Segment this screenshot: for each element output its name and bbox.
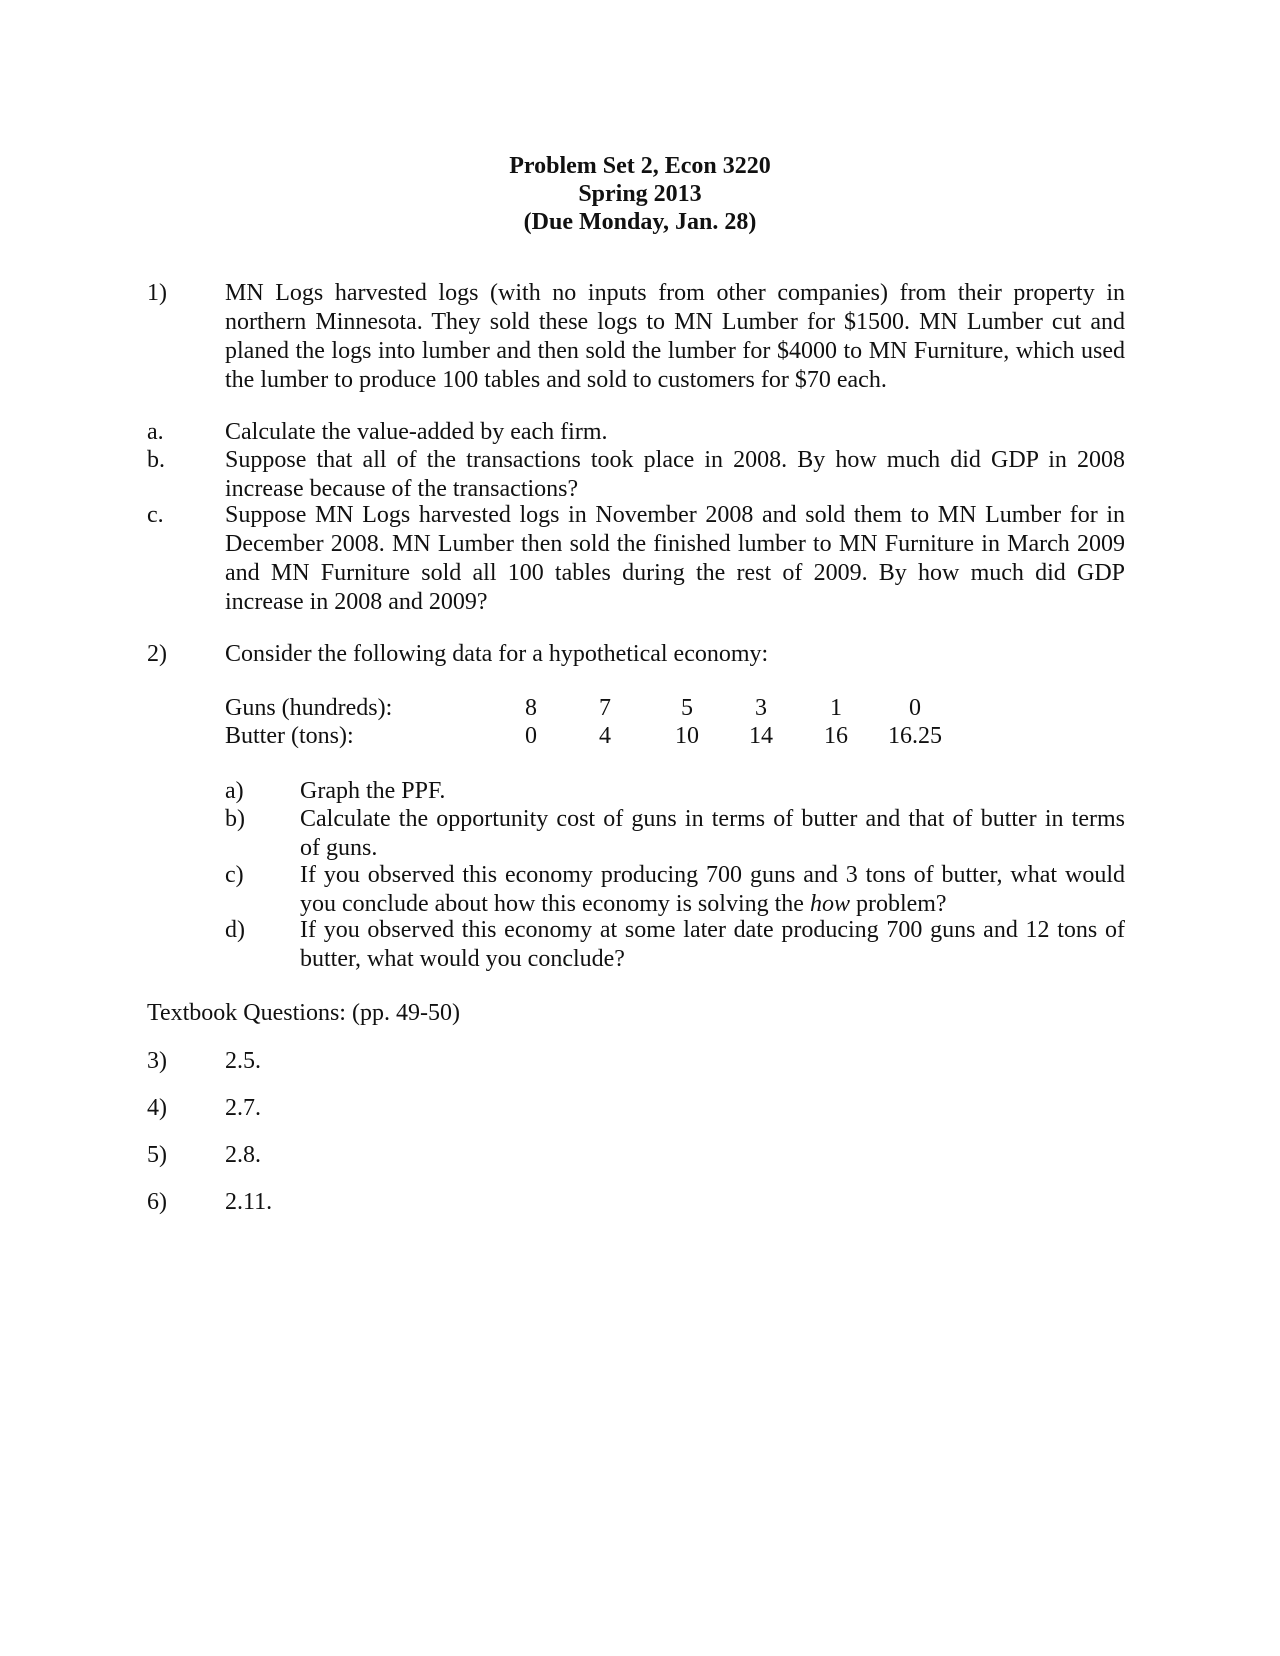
question-1-line: northern Minnesota. They sold these logs to MN Lumber for $1500. MN Lumber cut and xyxy=(225,309,1125,335)
title-line-1: Problem Set 2, Econ 3220 xyxy=(509,153,771,179)
textbook-item-number: 4) xyxy=(147,1095,167,1121)
butter-cell: 14 xyxy=(749,723,773,749)
question-1-line: MN Logs harvested logs (with no inputs from other companies) from their property in xyxy=(225,280,1125,306)
question-1b-label: b. xyxy=(147,447,165,473)
question-2d-label: d) xyxy=(225,917,245,943)
butter-cell: 4 xyxy=(599,723,611,749)
question-2d-line: butter, what would you conclude? xyxy=(300,946,625,972)
question-2c-line2-pre: you conclude about how this economy is solving the xyxy=(300,891,810,917)
butter-row-label: Butter (tons): xyxy=(225,723,354,749)
question-2b-label: b) xyxy=(225,806,245,832)
question-1a-label: a. xyxy=(147,419,164,445)
textbook-heading: Textbook Questions: (pp. 49-50) xyxy=(147,1000,460,1026)
question-2c-line: If you observed this economy producing 700 guns and 3 tons of butter, what would xyxy=(300,862,1125,888)
question-1a-text xyxy=(225,418,1125,447)
question-2b-line: Calculate the opportunity cost of guns in terms of butter and that of butter in terms xyxy=(300,806,1125,832)
textbook-item-text: 2.7. xyxy=(225,1095,261,1121)
title-line-3: (Due Monday, Jan. 28) xyxy=(523,209,757,235)
question-1-intro xyxy=(225,279,1125,395)
question-2d-text xyxy=(300,916,1125,974)
textbook-item-text: 2.11. xyxy=(225,1189,273,1215)
question-1c-line: and MN Furniture sold all 100 tables during the rest of 2009. By how much did GDP xyxy=(225,560,1125,586)
question-2b-line: of guns. xyxy=(300,835,378,861)
guns-row-label: Guns (hundreds): xyxy=(225,695,393,721)
question-1c-line: increase in 2008 and 2009? xyxy=(225,589,488,615)
emphasis-how: how xyxy=(809,891,850,917)
question-1c-line: Suppose MN Logs harvested logs in November 2008 and sold them to MN Lumber for in xyxy=(225,502,1125,528)
question-1-number: 1) xyxy=(147,280,167,306)
question-2-number: 2) xyxy=(147,641,167,667)
textbook-item-text: 2.5. xyxy=(225,1048,261,1074)
guns-cell: 7 xyxy=(599,695,611,721)
question-1-line: planed the logs into lumber and then sold the lumber for $4000 to MN Furniture, which used xyxy=(225,338,1125,364)
question-1a-line: Calculate the value-added by each firm. xyxy=(225,419,608,445)
butter-cell: 16 xyxy=(824,723,848,749)
page-title xyxy=(0,152,1280,236)
butter-cell: 0 xyxy=(525,723,537,749)
guns-cell: 1 xyxy=(830,695,842,721)
question-1b-text xyxy=(225,446,1125,504)
question-1c-line: December 2008. MN Lumber then sold the finished lumber to MN Furniture in March 2009 xyxy=(225,531,1125,557)
question-2c-label: c) xyxy=(225,862,244,888)
textbook-item-number: 3) xyxy=(147,1048,167,1074)
textbook-item-number: 5) xyxy=(147,1142,167,1168)
question-2c-text xyxy=(300,861,1125,919)
guns-cell: 5 xyxy=(681,695,693,721)
question-1-line: the lumber to produce 100 tables and sold to customers for $70 each. xyxy=(225,367,887,393)
textbook-item-text: 2.8. xyxy=(225,1142,261,1168)
question-1c-text xyxy=(225,501,1125,617)
guns-cell: 0 xyxy=(909,695,921,721)
guns-cell: 3 xyxy=(755,695,767,721)
textbook-item-number: 6) xyxy=(147,1189,167,1215)
question-2c-line2-post: problem? xyxy=(849,891,947,917)
question-2b-text xyxy=(300,805,1125,863)
question-1b-line: Suppose that all of the transactions took place in 2008. By how much did GDP in 2008 xyxy=(225,447,1125,473)
butter-cell: 10 xyxy=(675,723,699,749)
question-2c-line xyxy=(300,890,1125,919)
question-2a-text: Graph the PPF. xyxy=(300,778,446,804)
guns-cell: 8 xyxy=(525,695,537,721)
question-1b-line: increase because of the transactions? xyxy=(225,476,579,502)
question-2a-label: a) xyxy=(225,778,244,804)
question-2-intro: Consider the following data for a hypothetical economy: xyxy=(225,641,769,667)
butter-cell: 16.25 xyxy=(888,723,942,749)
question-2d-line: If you observed this economy at some later date producing 700 guns and 12 tons of xyxy=(300,917,1125,943)
title-line-2: Spring 2013 xyxy=(578,181,702,207)
question-1c-label: c. xyxy=(147,502,164,528)
